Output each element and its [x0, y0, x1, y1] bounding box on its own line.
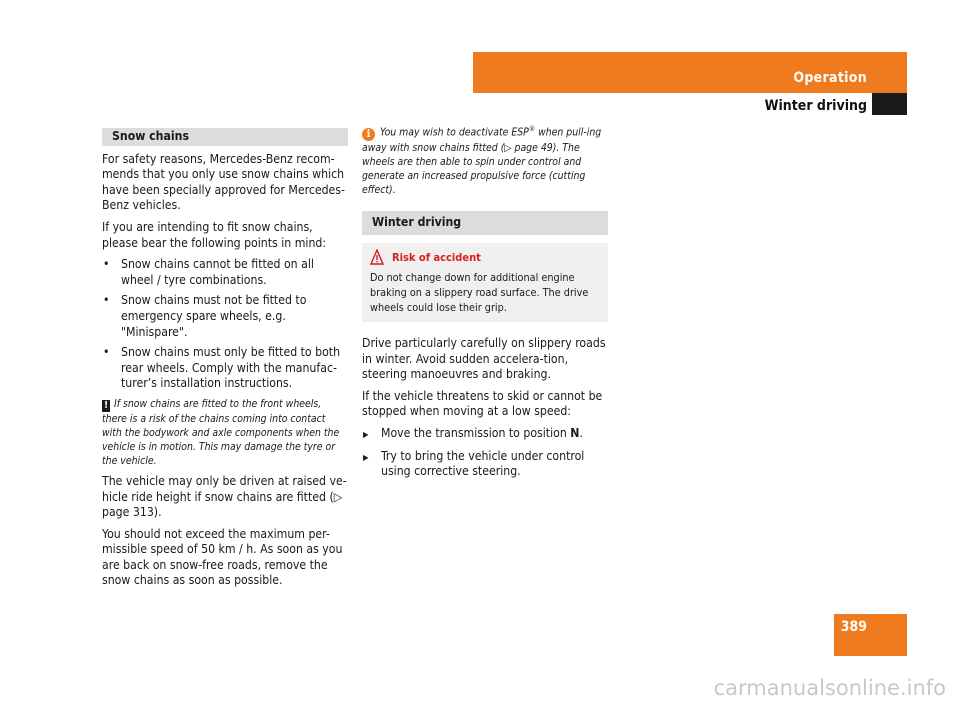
step-item: ▶ Try to bring the vehicle under control using corrective steering.	[362, 449, 608, 480]
list-item: • Snow chains cannot be fitted on all wheel / tyre combinations.	[102, 257, 348, 288]
snow-chains-heading: Snow chains	[102, 128, 348, 146]
left-column	[102, 128, 348, 595]
subsection-title: Winter driving	[764, 98, 867, 114]
info-note	[362, 122, 608, 197]
paragraph: The vehicle may only be driven at raised ve-hicle ride height if snow chains are fitted (▷ page 313).	[102, 473, 347, 520]
exclamation-icon: !	[103, 399, 109, 411]
registered-mark: ®	[528, 125, 536, 133]
step-list	[362, 426, 608, 480]
header-marker	[872, 93, 907, 115]
warning-box	[362, 243, 608, 322]
warning-text: Do not change down for additional engine braking on a slippery road surface. The drive wheels could lose their grip.	[370, 271, 589, 315]
paragraph: If the vehicle threatens to skid or cannot be stopped when moving at a low speed:	[362, 388, 603, 419]
step-item: ▶ Move the transmission to position N.	[362, 426, 608, 442]
winter-driving-heading: Winter driving	[362, 211, 608, 235]
section-title: Operation	[793, 70, 867, 86]
info-note-text-post: when pull-ing away with snow chains fitted (▷ page 49). The wheels are then able to spin under control and generate an increased propulsive force (cutting effect).	[362, 126, 602, 197]
watermark: carmanualsonline.info	[713, 676, 946, 700]
caution-note-text: If snow chains are fitted to the front wheels, there is a risk of the chains coming into contact with the bodywork and axle components when the vehicle is in motion. This may damage the tyre or the vehicle.	[102, 397, 340, 467]
caution-note	[102, 397, 348, 468]
paragraph: For safety reasons, Mercedes-Benz recom-mends that you only use snow chains which have been specially approved for Mercedes-Benz vehicles.	[102, 151, 345, 213]
paragraph: Drive particularly carefully on slippery roads in winter. Avoid sudden accelera-tion, steering manoeuvres and braking.	[362, 336, 606, 382]
paragraph: You should not exceed the maximum per-missible speed of 50 km / h. As soon as you are back on snow-free roads, remove the snow chains as soon as possible.	[102, 526, 343, 588]
info-icon: i	[362, 128, 375, 141]
paragraph: If you are intending to fit snow chains, please bear the following points in mind:	[102, 219, 327, 250]
info-note-text-pre: You may wish to deactivate ESP	[380, 126, 529, 139]
page-number: 389	[840, 619, 867, 635]
list-item: • Snow chains must not be fitted to emergency spare wheels, e.g. "Minispare".	[102, 293, 348, 340]
right-column	[362, 122, 608, 487]
warning-title: Risk of accident	[392, 250, 481, 264]
list-item: • Snow chains must only be fitted to both rear wheels. Comply with the manufac-turer’s installation instructions.	[102, 345, 348, 392]
bullet-list	[102, 257, 348, 392]
warning-triangle-icon	[370, 249, 384, 265]
